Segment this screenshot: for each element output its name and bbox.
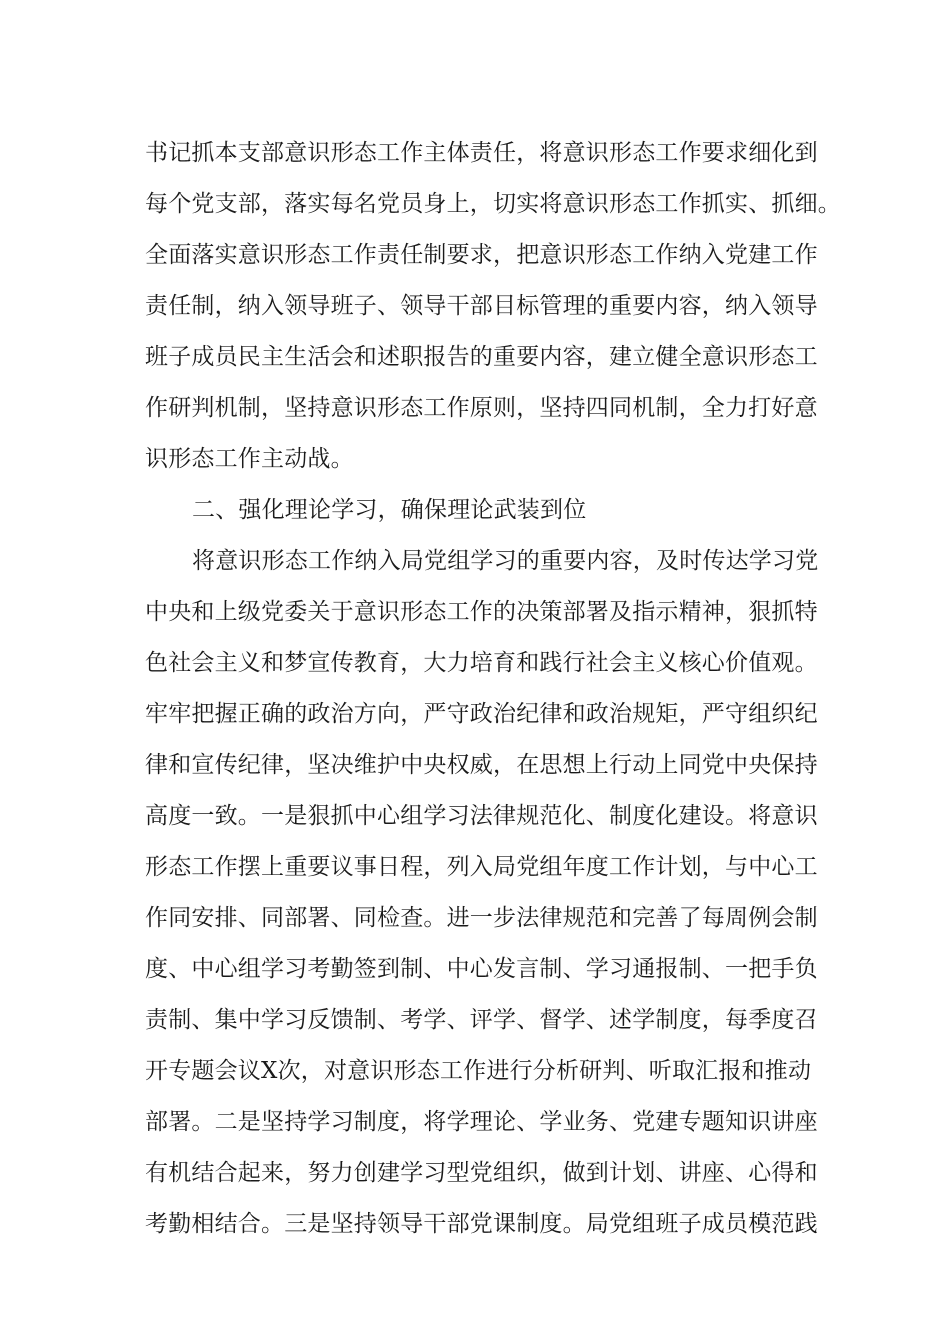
section-heading: 二、强化理论学习，确保理论武装到位 — [192, 497, 587, 523]
text-line: 书记抓本支部意识形态工作主体责任，将意识形态工作要求细化到 — [145, 140, 818, 166]
text-line: 全面落实意识形态工作责任制要求，把意识形态工作纳入党建工作 — [145, 242, 818, 268]
text-line: 责任制，纳入领导班子、领导干部目标管理的重要内容，纳入领导 — [145, 293, 818, 319]
text-line: 每个党支部，落实每名党员身上，切实将意识形态工作抓实、抓细。 — [145, 191, 841, 217]
text-line: 部署。二是坚持学习制度，将学理论、学业务、党建专题知识讲座 — [145, 1109, 818, 1135]
text-line: 班子成员民主生活会和述职报告的重要内容，建立健全意识形态工 — [145, 344, 818, 370]
text-line: 律和宣传纪律，坚决维护中央权威，在思想上行动上同党中央保持 — [145, 752, 818, 778]
text-line: 识形态工作主动战。 — [145, 446, 354, 472]
text-line: 牢牢把握正确的政治方向，严守政治纪律和政治规矩，严守组织纪 — [145, 701, 818, 727]
text-line: 将意识形态工作纳入局党组学习的重要内容，及时传达学习党 — [192, 548, 819, 574]
text-line: 度、中心组学习考勤签到制、中心发言制、学习通报制、一把手负 — [145, 956, 818, 982]
text-line: 考勤相结合。三是坚持领导干部党课制度。局党组班子成员模范践 — [145, 1211, 818, 1237]
text-line: 有机结合起来，努力创建学习型党组织，做到计划、讲座、心得和 — [145, 1160, 818, 1186]
text-line: 责制、集中学习反馈制、考学、评学、督学、述学制度，每季度召 — [145, 1007, 818, 1033]
text-line: 形态工作摆上重要议事日程，列入局党组年度工作计划，与中心工 — [145, 854, 818, 880]
text-line: 色社会主义和梦宣传教育，大力培育和践行社会主义核心价值观。 — [145, 650, 818, 676]
text-line: 高度一致。一是狠抓中心组学习法律规范化、制度化建设。将意识 — [145, 803, 818, 829]
text-line: 开专题会议X次，对意识形态工作进行分析研判、听取汇报和推动 — [145, 1058, 812, 1084]
text-line: 作同安排、同部署、同检查。进一步法律规范和完善了每周例会制 — [145, 905, 818, 931]
text-line: 中央和上级党委关于意识形态工作的决策部署及指示精神，狠抓特 — [145, 599, 818, 625]
text-line: 作研判机制，坚持意识形态工作原则，坚持四同机制，全力打好意 — [145, 395, 818, 421]
